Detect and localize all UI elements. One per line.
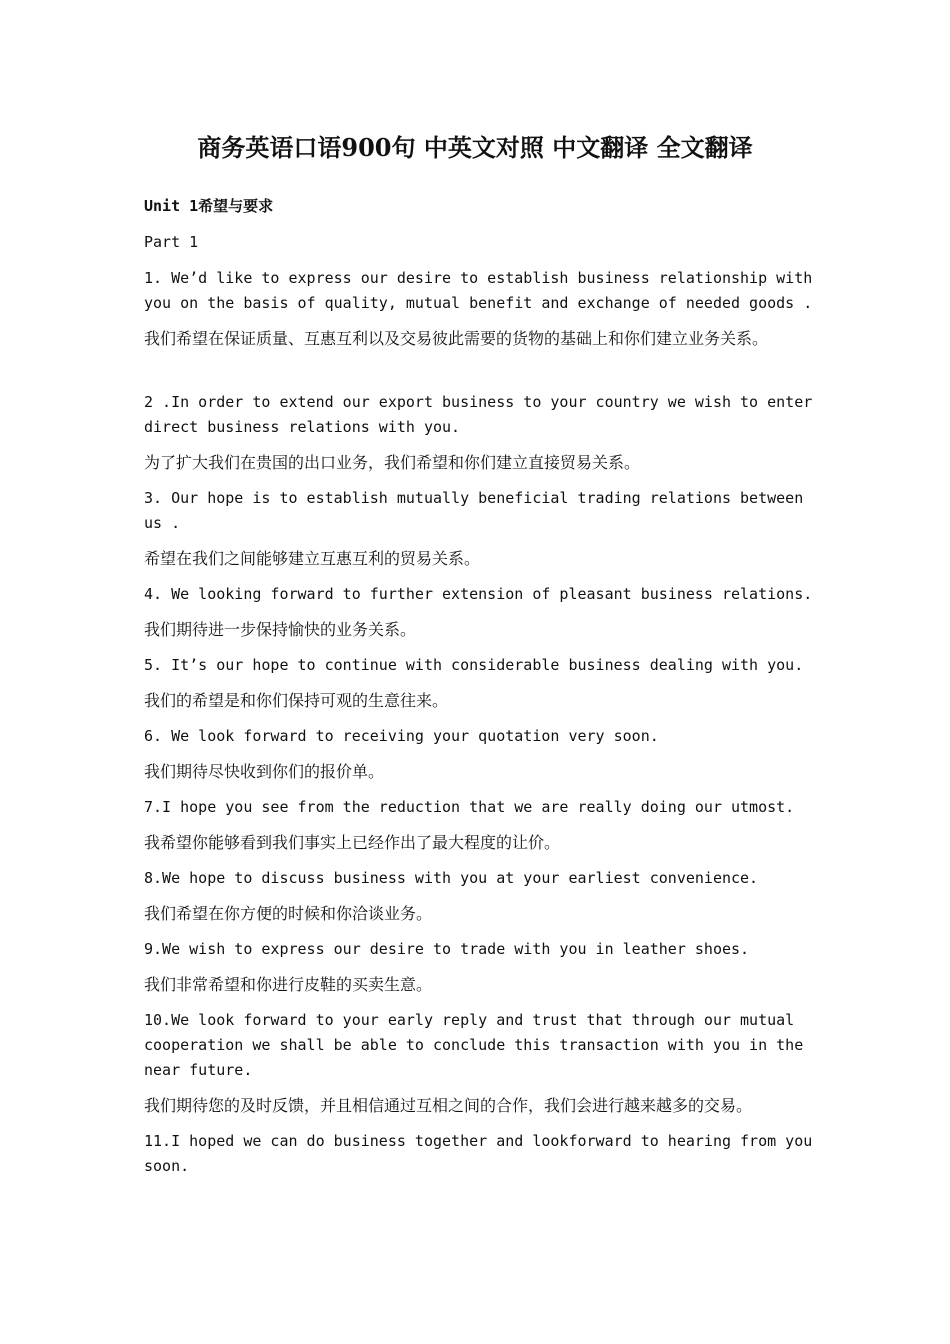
sentence-english-7: 7.I hope you see from the reduction that we are really doing our utmost. [144,798,795,816]
sentence-chinese-1: 我们希望在保证质量、互惠互利以及交易彼此需要的货物的基础上和你们建立业务关系。 [144,329,769,348]
part-heading: Part 1 [144,233,199,251]
sentence-chinese-7: 我希望你能够看到我们事实上已经作出了最大程度的让价。 [144,833,561,852]
sentence-english-5: 5. It’s our hope to continue with considerable business dealing with you. [144,656,804,674]
sentence-english-2: 2 .In order to extend our export business to your country we wish to enter direct business relations with you. [144,393,813,436]
sentence-chinese-5: 我们的希望是和你们保持可观的生意往来。 [144,691,449,710]
sentence-english-8: 8.We hope to discuss business with you at your earliest convenience. [144,869,759,887]
sentence-english-11: 11.I hoped we can do business together and lookforward to hearing from you soon. [144,1132,813,1175]
sentence-english-6: 6. We look forward to receiving your quotation very soon. [144,727,659,745]
unit-heading: Unit 1希望与要求 [144,197,274,215]
sentence-english-4: 4. We looking forward to further extension of pleasant business relations. [144,585,813,603]
sentence-chinese-4: 我们期待进一步保持愉快的业务关系。 [144,620,417,639]
sentence-chinese-8: 我们希望在你方便的时候和你洽谈业务。 [144,904,433,923]
sentence-english-1: 1. We’d like to express our desire to establish business relationship with you on the basis of quality, mutual benefit and exchange of needed goods . [144,269,813,312]
sentence-chinese-9: 我们非常希望和你进行皮鞋的买卖生意。 [144,975,433,994]
sentence-english-3: 3. Our hope is to establish mutually beneficial trading relations between us . [144,489,804,532]
sentence-chinese-10: 我们期待您的及时反馈，并且相信通过互相之间的合作，我们会进行越来越多的交易。 [144,1096,753,1115]
sentence-english-9: 9.We wish to express our desire to trade with you in leather shoes. [144,940,750,958]
document-body [144,194,834,1189]
sentence-chinese-2: 为了扩大我们在贵国的出口业务，我们希望和你们建立直接贸易关系。 [144,453,641,472]
document-title: 商务英语口语900句 中英文对照 中文翻译 全文翻译 [197,133,753,162]
sentence-chinese-6: 我们期待尽快收到你们的报价单。 [144,762,385,781]
sentence-chinese-3: 希望在我们之间能够建立互惠互利的贸易关系。 [144,549,481,568]
sentence-english-10: 10.We look forward to your early reply and trust that through our mutual cooperation we shall be able to conclude this transaction with you in the near future. [144,1011,804,1079]
